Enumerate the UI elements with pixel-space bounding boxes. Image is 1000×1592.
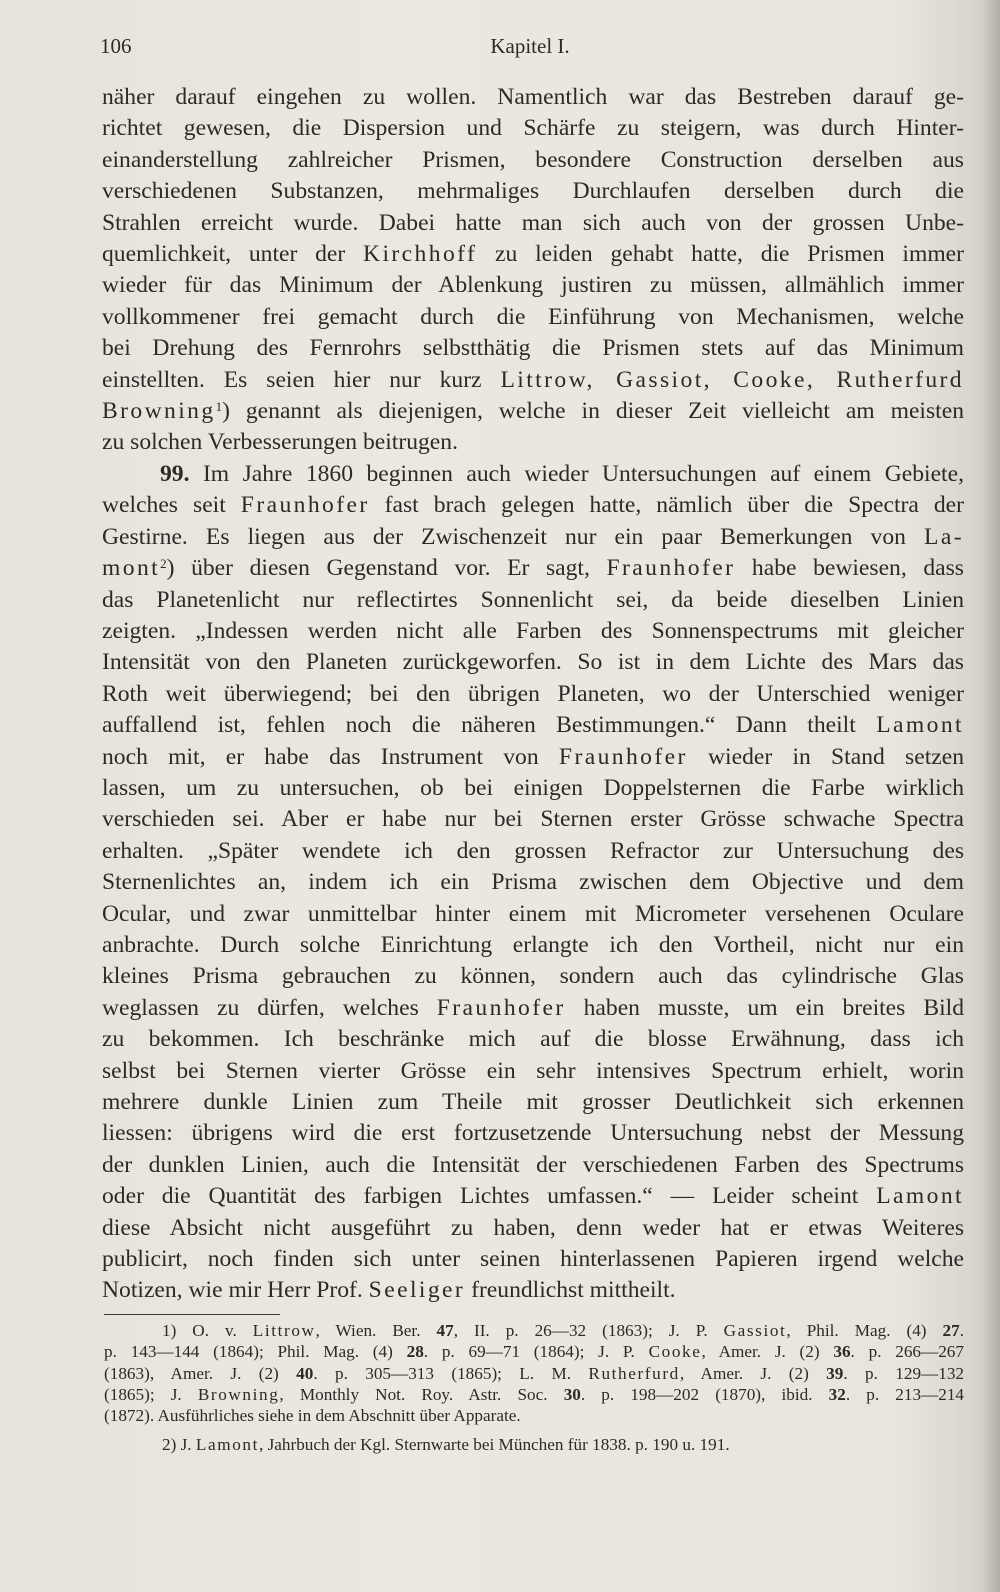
text-line: lassen, um zu untersuchen, ob bei einigen Doppelsternen die Farbe wirklich xyxy=(102,774,964,801)
text-line: vollkommener frei gemacht durch die Einführung von Mechanismen, welche xyxy=(102,303,964,330)
text-line: Intensität von den Planeten zurückgeworfen. So ist in dem Lichte des Mars das xyxy=(102,649,964,676)
footnote-line: 1) O. v. Littrow, Wien. Ber. 47, II. p. 26—32 (1863); J. P. Gassiot, Phil. Mag. (4) 27. xyxy=(162,1321,965,1340)
text-line: auffallend ist, fehlen noch die näheren Bestimmungen.“ Dann theilt Lamont xyxy=(102,712,964,739)
text-line: Ocular, und zwar unmittelbar hinter einem mit Micrometer versehenen Oculare xyxy=(102,900,964,927)
author-name: Fraunhofer xyxy=(558,743,688,770)
text-line: 99. Im Jahre 1860 beginnen auch wieder Untersuchungen auf einem Gebiete, xyxy=(160,460,964,487)
text-line: kleines Prisma gebrauchen zu können, sondern auch das cylindrische Glas xyxy=(102,963,964,990)
text-line: mehrere dunkle Linien zum Theile mit grosser Deutlichkeit sich erkennen xyxy=(102,1089,964,1115)
author-name: Browning xyxy=(102,398,216,425)
footnote-line: (1865); J. Browning, Monthly Not. Roy. Astr. Soc. 30. p. 198—202 (1870), ibid. 32. p. 213—214 xyxy=(104,1384,965,1404)
text-line: oder die Quantität des farbigen Lichtes umfassen.“ — Leider scheint Lamont xyxy=(102,1183,964,1210)
author-name: mont xyxy=(102,555,161,582)
text-line: das Planetenlicht nur reflectirtes Sonnenlicht sei, da beide dieselben Linien xyxy=(102,586,964,613)
text-line: einanderstellung zahlreicher Prismen, besondere Construction derselben aus xyxy=(102,146,964,173)
text-line: Notizen, wie mir Herr Prof. Seeliger freundlichst mittheilt. xyxy=(102,1277,676,1304)
running-head: Kapitel I. xyxy=(490,34,570,58)
author-name: Lamont xyxy=(876,1183,964,1210)
text-line: weglassen zu dürfen, welches Fraunhofer haben musste, um ein breites Bild xyxy=(102,994,965,1021)
text-line: näher darauf eingehen zu wollen. Namentlich war das Bestreben darauf ge- xyxy=(102,84,964,110)
author-name: Fraunhofer xyxy=(606,555,736,582)
author-names: Littrow, Gassiot, Cooke, Rutherfurd xyxy=(500,366,964,393)
page-edge-shadow xyxy=(982,0,1000,1592)
text-line: liessen: übrigens wird die erst fortzusetzende Untersuchung nebst der Messung xyxy=(102,1120,964,1147)
footnotes xyxy=(104,1320,964,1456)
text-line: Sternenlichtes an, indem ich ein Prisma zwischen dem Objective und dem xyxy=(102,869,964,896)
footnote-rule xyxy=(104,1314,280,1315)
text-line: welches seit Fraunhofer fast brach gelegen hatte, nämlich über die Spectra der xyxy=(102,492,964,519)
text-line: Browning$^1$) genannt als diejenigen, welche in dieser Zeit vielleicht am meisten xyxy=(102,398,964,425)
text-line: verschieden sei. Aber er habe nur bei Sternen erster Grösse schwache Spectra xyxy=(102,806,964,833)
text-line: zu solchen Verbesserungen beitrugen. xyxy=(102,429,458,456)
text-line: einstellten. Es seien hier nur kurz Littrow, Gassiot, Cooke, Rutherfurd xyxy=(102,366,964,393)
text-line: verschiedenen Substanzen, mehrmaliges Durchlaufen derselben durch die xyxy=(102,178,964,205)
text-line: zeigten. „Indessen werden nicht alle Farben des Sonnenspectrums mit gleicher xyxy=(102,617,964,644)
author-name: Seeliger xyxy=(368,1277,466,1304)
author-name: Fraunhofer xyxy=(436,994,566,1021)
footnote-line: p. 143—144 (1864); Phil. Mag. (4) 28. p. 69—71 (1864); J. P. Cooke, Amer. J. (2) 36. p. 266—267 xyxy=(104,1342,964,1362)
footnote-ref: 2 xyxy=(160,556,167,572)
text-line: selbst bei Sternen vierter Grösse ein sehr intensives Spectrum erhielt, worin xyxy=(102,1057,964,1084)
author-name: Lamont xyxy=(876,712,964,739)
text-line: wieder für das Minimum der Ablenkung justiren zu müssen, allmählich immer xyxy=(102,272,964,299)
footnote-ref: 1 xyxy=(215,399,223,415)
text-line: richtet gewesen, die Dispersion und Schärfe zu steigern, was durch Hinter- xyxy=(102,115,964,142)
author-name: Fraunhofer xyxy=(240,492,370,519)
footnote-line: (1863), Amer. J. (2) 40. p. 305—313 (1865); L. M. Rutherfurd, Amer. J. (2) 39. p. 129—132 xyxy=(104,1363,965,1383)
text-line: mont$^2$) über diesen Gegenstand vor. Er sagt, Fraunhofer habe bewiesen, dass xyxy=(102,555,964,582)
text-line: quemlichkeit, unter der Kirchhoff zu leiden gehabt hatte, die Prismen immer xyxy=(102,241,965,268)
text-line: Roth weit überwiegend; bei den übrigen Planeten, wo der Unterschied weniger xyxy=(102,680,964,707)
author-name: La- xyxy=(924,523,964,550)
section-number: 99. xyxy=(160,460,190,487)
text-line: Strahlen erreicht wurde. Dabei hatte man sich auch von der grossen Unbe- xyxy=(102,209,964,236)
text-line: anbrachte. Durch solche Einrichtung erlangte ich den Vortheil, nicht nur ein xyxy=(102,931,964,958)
text-line: noch mit, er habe das Instrument von Fraunhofer wieder in Stand setzen xyxy=(102,743,964,770)
footnote-line: 2) J. Lamont, Jahrbuch der Kgl. Sternwarte bei München für 1838. p. 190 u. 191. xyxy=(162,1435,730,1455)
text-line: bei Drehung des Fernrohrs selbstthätig die Prismen stets auf das Minimum xyxy=(102,335,964,362)
text-line: publicirt, noch finden sich unter seinen hinterlassenen Papieren irgend welche xyxy=(102,1246,964,1273)
author-name: Kirchhoff xyxy=(363,241,478,268)
page-number: 106 xyxy=(100,34,132,58)
text-line: zu bekommen. Ich beschränke mich auf die blosse Erwähnung, dass ich xyxy=(102,1026,964,1053)
text-line: diese Absicht nicht ausgeführt zu haben, denn weder hat er etwas Weiteres xyxy=(102,1214,964,1241)
text-line: erhalten. „Später wendete ich den grossen Refractor zur Untersuchung des xyxy=(102,837,964,864)
text-line: Gestirne. Es liegen aus der Zwischenzeit nur ein paar Bemerkungen von La- xyxy=(102,523,964,550)
text-line: der dunklen Linien, auch die Intensität der verschiedenen Farben des Spectrums xyxy=(102,1151,964,1178)
body-text xyxy=(102,82,964,1307)
footnote-line: (1872). Ausführliches siehe in dem Abschnitt über Apparate. xyxy=(104,1406,521,1426)
page-header xyxy=(100,34,960,64)
